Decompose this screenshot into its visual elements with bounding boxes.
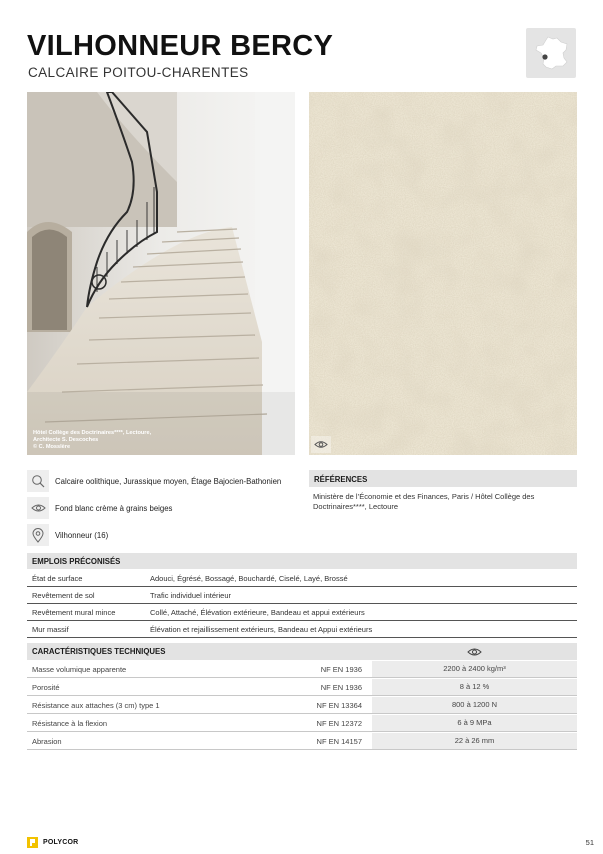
- emplois-label: Revêtement de sol: [32, 590, 95, 600]
- emplois-value: Adouci, Égrésé, Bossagé, Bouchardé, Ciselé, Layé, Brossé: [150, 573, 348, 583]
- tech-norm: NF EN 13364: [316, 700, 362, 710]
- tech-row: [27, 715, 577, 732]
- polycor-logo-mark: [27, 837, 38, 848]
- characteristic-text: Vilhonneur (16): [55, 530, 109, 540]
- tech-norm: NF EN 1936: [320, 682, 362, 692]
- tech-value: 800 à 1200 N: [372, 697, 577, 713]
- tech-label: Masse volumique apparente: [32, 664, 127, 674]
- tech-value: 2200 à 2400 kg/m³: [372, 661, 577, 677]
- tech-heading: CARACTÉRISTIQUES TECHNIQUES: [27, 643, 577, 660]
- eye-icon: [27, 497, 49, 519]
- emplois-label: Revêtement mural mince: [32, 607, 116, 617]
- references-heading: RÉFÉRENCES: [309, 470, 577, 487]
- emplois-label: Mur massif: [32, 624, 69, 634]
- tech-norm: NF EN 14157: [316, 736, 362, 746]
- tech-row: [27, 697, 577, 714]
- brand-name: POLYCOR: [43, 839, 79, 846]
- photo-caption-line: Architecte S. Descoches: [33, 437, 99, 443]
- emplois-heading: EMPLOIS PRÉCONISÉS: [27, 553, 577, 569]
- tech-value: 8 à 12 %: [372, 679, 577, 695]
- emplois-row: [27, 604, 577, 621]
- characteristic-text: Fond blanc crème à grains beiges: [55, 503, 173, 513]
- tech-value: 22 à 26 mm: [372, 733, 577, 749]
- staircase-photo: [27, 92, 295, 455]
- location-pin-icon: [27, 524, 49, 546]
- tech-label: Résistance à la flexion: [32, 718, 108, 728]
- tech-norm: NF EN 12372: [316, 718, 362, 728]
- tech-norm: NF EN 1936: [320, 664, 362, 674]
- characteristic-text: Calcaire oolithique, Jurassique moyen, Étage Bajocien-Bathonien: [55, 476, 282, 486]
- emplois-row: [27, 587, 577, 604]
- emplois-value: Élévation et rejaillissement extérieurs, Bandeau et Appui extérieurs: [150, 624, 373, 634]
- emplois-label: État de surface: [32, 573, 83, 583]
- photo-caption-line: © C. Mosslère: [33, 444, 71, 450]
- tech-label: Porosité: [32, 682, 60, 692]
- characteristic-row: [27, 470, 281, 492]
- emplois-value: Trafic individuel intérieur: [150, 590, 232, 600]
- emplois-row: [27, 621, 577, 638]
- tech-label: Abrasion: [32, 736, 62, 746]
- polycor-logo: [27, 837, 78, 848]
- tech-row: [27, 733, 577, 750]
- page-number: 51: [585, 838, 594, 847]
- tech-value: 6 à 9 MPa: [372, 715, 577, 731]
- tech-row: [27, 679, 577, 696]
- magnifier-icon: [27, 470, 49, 492]
- emplois-value: Collé, Attaché, Élévation extérieure, Bandeau et appui extérieurs: [150, 607, 365, 617]
- eye-icon: [311, 436, 331, 453]
- photo-caption-line: Hôtel Collège des Doctrinaires****, Lectoure,: [33, 430, 152, 436]
- eye-icon: [372, 643, 577, 660]
- france-map-icon: [526, 28, 576, 78]
- tech-row: [27, 661, 577, 678]
- page-subtitle: CALCAIRE POITOU-CHARENTES: [28, 65, 249, 80]
- characteristic-row: [27, 497, 172, 519]
- emplois-row: [27, 570, 577, 587]
- tech-label: Résistance aux attaches (3 cm) type 1: [32, 700, 160, 710]
- references-text: Ministère de l’Économie et des Finances, Paris / Hôtel Collège des Doctrinaires****, Lectoure: [313, 492, 535, 511]
- characteristic-row: [27, 524, 108, 546]
- page-title: VILHONNEUR BERCY: [27, 30, 334, 62]
- stone-texture-sample: [309, 92, 577, 455]
